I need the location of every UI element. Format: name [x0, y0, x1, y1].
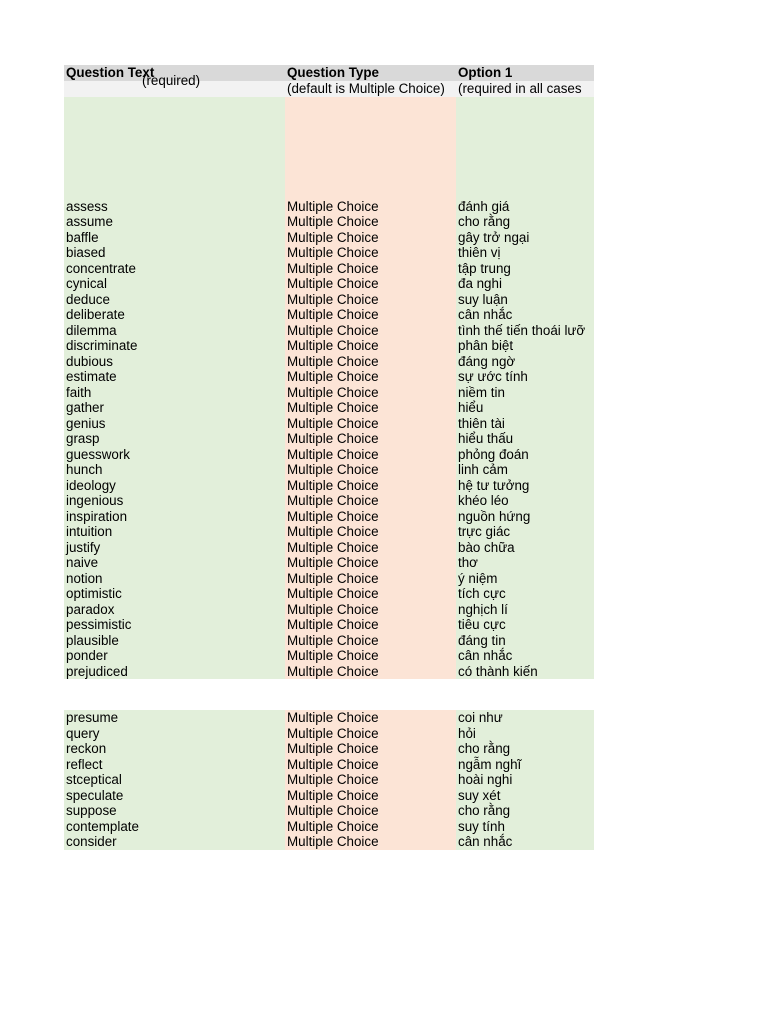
- header-question-text[interactable]: Question Text: [66, 65, 155, 80]
- table-row: [64, 323, 594, 339]
- option-1-note: (required in all cases: [458, 80, 582, 96]
- option-1-cell[interactable]: cân nhắc: [456, 834, 594, 850]
- table-row: [64, 617, 594, 633]
- table-row: [64, 214, 594, 230]
- question-text-cell[interactable]: deliberate: [64, 307, 285, 323]
- option-1-cell[interactable]: hỏi: [456, 726, 594, 742]
- table-row: [64, 648, 594, 664]
- option-1-cell[interactable]: cho rằng: [456, 803, 594, 819]
- table-row: [64, 493, 594, 509]
- question-text-cell[interactable]: dilemma: [64, 323, 285, 339]
- table-row: [64, 369, 594, 385]
- option-1-cell[interactable]: cân nhắc: [456, 307, 594, 323]
- option-1-cell[interactable]: hiểu thấu: [456, 431, 594, 447]
- question-text-cell[interactable]: assume: [64, 214, 285, 230]
- header-question-type[interactable]: Question Type: [287, 65, 380, 80]
- option-1-cell[interactable]: niềm tin: [456, 385, 594, 401]
- question-text-cell[interactable]: intuition: [64, 524, 285, 540]
- question-text-cell[interactable]: paradox: [64, 602, 285, 618]
- option-1-cell[interactable]: trực giác: [456, 524, 594, 540]
- table-row: [64, 803, 594, 819]
- question-type-cell[interactable]: Multiple Choice: [285, 385, 456, 401]
- blank-cells-block: [64, 97, 594, 199]
- option-1-cell[interactable]: đáng tin: [456, 633, 594, 649]
- table-row: [64, 710, 594, 726]
- option-1-cell[interactable]: suy xét: [456, 788, 594, 804]
- table-row: [64, 276, 594, 292]
- option-1-cell[interactable]: sự ước tính: [456, 369, 594, 385]
- table-row: [64, 540, 594, 556]
- question-type-cell[interactable]: Multiple Choice: [285, 540, 456, 556]
- option-1-cell[interactable]: linh cảm: [456, 462, 594, 478]
- option-1-cell[interactable]: cân nhắc: [456, 648, 594, 664]
- question-type-cell[interactable]: Multiple Choice: [285, 416, 456, 432]
- table-row: [64, 633, 594, 649]
- question-text-cell[interactable]: faith: [64, 385, 285, 401]
- question-type-cell[interactable]: Multiple Choice: [285, 664, 456, 680]
- question-text-note: (required): [142, 72, 201, 88]
- question-text-cell[interactable]: hunch: [64, 462, 285, 478]
- question-text-cell[interactable]: consider: [64, 834, 285, 850]
- question-text-cell[interactable]: reckon: [64, 741, 285, 757]
- question-type-cell[interactable]: Multiple Choice: [285, 400, 456, 416]
- table-row: [64, 509, 594, 525]
- question-text-cell[interactable]: gather: [64, 400, 285, 416]
- table-row: [64, 524, 594, 540]
- option-1-cell[interactable]: tích cực: [456, 586, 594, 602]
- question-type-cell[interactable]: Multiple Choice: [285, 602, 456, 618]
- table-row: [64, 772, 594, 788]
- table-row: [64, 199, 594, 215]
- option-1-cell[interactable]: nghịch lí: [456, 602, 594, 618]
- table-row: [64, 230, 594, 246]
- question-type-cell[interactable]: Multiple Choice: [285, 214, 456, 230]
- question-text-cell[interactable]: discriminate: [64, 338, 285, 354]
- question-text-cell[interactable]: inspiration: [64, 509, 285, 525]
- question-text-cell[interactable]: dubious: [64, 354, 285, 370]
- table-row: [64, 788, 594, 804]
- rows-group-2: [64, 710, 594, 850]
- table-row: [64, 602, 594, 618]
- question-text-cell[interactable]: contemplate: [64, 819, 285, 835]
- table-row: [64, 586, 594, 602]
- question-text-cell[interactable]: deduce: [64, 292, 285, 308]
- question-type-cell[interactable]: Multiple Choice: [285, 431, 456, 447]
- rows-group-1: [64, 199, 594, 680]
- question-type-cell[interactable]: Multiple Choice: [285, 648, 456, 664]
- table-row: [64, 416, 594, 432]
- option-1-cell[interactable]: đánh giá: [456, 199, 594, 215]
- option-1-cell[interactable]: ngẫm nghĩ: [456, 757, 594, 773]
- question-text-cell[interactable]: ideology: [64, 478, 285, 494]
- option-1-cell[interactable]: hệ tư tưởng: [456, 478, 594, 494]
- option-1-cell[interactable]: cho rằng: [456, 214, 594, 230]
- option-1-cell[interactable]: thiên tài: [456, 416, 594, 432]
- question-type-cell[interactable]: Multiple Choice: [285, 199, 456, 215]
- table-row: [64, 447, 594, 463]
- question-type-cell[interactable]: Multiple Choice: [285, 633, 456, 649]
- option-1-cell[interactable]: bào chữa: [456, 540, 594, 556]
- question-text-cell[interactable]: pessimistic: [64, 617, 285, 633]
- question-type-note: (default is Multiple Choice): [287, 80, 445, 96]
- option-1-cell[interactable]: phân biệt: [456, 338, 594, 354]
- question-text-cell[interactable]: guesswork: [64, 447, 285, 463]
- question-type-cell[interactable]: Multiple Choice: [285, 524, 456, 540]
- table-row: [64, 757, 594, 773]
- table-row: [64, 571, 594, 587]
- question-type-cell[interactable]: Multiple Choice: [285, 617, 456, 633]
- question-type-cell[interactable]: Multiple Choice: [285, 338, 456, 354]
- question-type-cell[interactable]: Multiple Choice: [285, 710, 456, 726]
- question-text-cell[interactable]: ponder: [64, 648, 285, 664]
- question-text-cell[interactable]: baffle: [64, 230, 285, 246]
- table-row: [64, 726, 594, 742]
- question-type-cell[interactable]: Multiple Choice: [285, 555, 456, 571]
- table-row: [64, 292, 594, 308]
- question-text-cell[interactable]: justify: [64, 540, 285, 556]
- table-row: [64, 431, 594, 447]
- question-type-cell[interactable]: Multiple Choice: [285, 834, 456, 850]
- table-row: [64, 555, 594, 571]
- question-text-cell[interactable]: cynical: [64, 276, 285, 292]
- table-row: [64, 338, 594, 354]
- question-type-cell[interactable]: Multiple Choice: [285, 261, 456, 277]
- question-type-cell[interactable]: Multiple Choice: [285, 571, 456, 587]
- option-1-cell[interactable]: gây trở ngại: [456, 230, 594, 246]
- question-text-cell[interactable]: suppose: [64, 803, 285, 819]
- option-1-cell[interactable]: ý niệm: [456, 571, 594, 587]
- blank-cell[interactable]: [64, 97, 285, 199]
- question-text-cell[interactable]: speculate: [64, 788, 285, 804]
- question-type-cell[interactable]: Multiple Choice: [285, 447, 456, 463]
- option-1-cell[interactable]: khéo léo: [456, 493, 594, 509]
- blank-cell[interactable]: [285, 97, 456, 199]
- question-text-cell[interactable]: reflect: [64, 757, 285, 773]
- question-text-cell[interactable]: estimate: [64, 369, 285, 385]
- option-1-cell[interactable]: hoài nghi: [456, 772, 594, 788]
- option-1-cell[interactable]: coi như: [456, 710, 594, 726]
- question-type-cell[interactable]: Multiple Choice: [285, 478, 456, 494]
- question-text-cell[interactable]: concentrate: [64, 261, 285, 277]
- question-type-cell[interactable]: Multiple Choice: [285, 509, 456, 525]
- option-1-cell[interactable]: đa nghi: [456, 276, 594, 292]
- option-1-cell[interactable]: phỏng đoán: [456, 447, 594, 463]
- question-type-cell[interactable]: Multiple Choice: [285, 462, 456, 478]
- question-type-cell[interactable]: Multiple Choice: [285, 772, 456, 788]
- table-row: [64, 307, 594, 323]
- option-1-cell[interactable]: có thành kiến: [456, 664, 594, 680]
- table-row: [64, 354, 594, 370]
- question-type-cell[interactable]: Multiple Choice: [285, 493, 456, 509]
- option-1-cell[interactable]: đáng ngờ: [456, 354, 594, 370]
- table-row: [64, 819, 594, 835]
- question-text-cell[interactable]: presume: [64, 710, 285, 726]
- question-text-cell[interactable]: grasp: [64, 431, 285, 447]
- question-type-cell[interactable]: Multiple Choice: [285, 354, 456, 370]
- question-text-cell[interactable]: naive: [64, 555, 285, 571]
- question-type-cell[interactable]: Multiple Choice: [285, 788, 456, 804]
- question-text-cell[interactable]: genius: [64, 416, 285, 432]
- option-1-cell[interactable]: thiên vị: [456, 245, 594, 261]
- question-text-cell[interactable]: biased: [64, 245, 285, 261]
- blank-cell[interactable]: [456, 97, 594, 199]
- option-1-cell[interactable]: suy tính: [456, 819, 594, 835]
- question-type-cell[interactable]: Multiple Choice: [285, 323, 456, 339]
- option-1-cell[interactable]: tiêu cực: [456, 617, 594, 633]
- question-text-cell[interactable]: optimistic: [64, 586, 285, 602]
- question-type-cell[interactable]: Multiple Choice: [285, 245, 456, 261]
- question-type-cell[interactable]: Multiple Choice: [285, 276, 456, 292]
- spreadsheet-table: [64, 65, 594, 850]
- table-row: [64, 245, 594, 261]
- option-1-cell[interactable]: thơ: [456, 555, 594, 571]
- option-1-cell[interactable]: hiểu: [456, 400, 594, 416]
- question-text-cell[interactable]: notion: [64, 571, 285, 587]
- question-type-cell[interactable]: Multiple Choice: [285, 586, 456, 602]
- option-1-cell[interactable]: tình thế tiến thoái lưỡ: [456, 323, 594, 339]
- table-row: [64, 664, 594, 680]
- table-row: [64, 385, 594, 401]
- question-type-cell[interactable]: Multiple Choice: [285, 757, 456, 773]
- question-type-cell[interactable]: Multiple Choice: [285, 292, 456, 308]
- question-text-cell[interactable]: ingenious: [64, 493, 285, 509]
- gap-row: [64, 679, 594, 710]
- table-row: [64, 478, 594, 494]
- header-option-1[interactable]: Option 1: [458, 65, 513, 80]
- option-1-cell[interactable]: nguồn hứng: [456, 509, 594, 525]
- question-type-cell[interactable]: Multiple Choice: [285, 230, 456, 246]
- question-type-cell[interactable]: Multiple Choice: [285, 819, 456, 835]
- option-1-cell[interactable]: suy luận: [456, 292, 594, 308]
- question-text-cell[interactable]: query: [64, 726, 285, 742]
- question-type-cell[interactable]: Multiple Choice: [285, 726, 456, 742]
- table-row: [64, 400, 594, 416]
- question-text-cell[interactable]: assess: [64, 199, 285, 215]
- question-text-cell[interactable]: prejudiced: [64, 664, 285, 680]
- question-type-cell[interactable]: Multiple Choice: [285, 307, 456, 323]
- option-1-cell[interactable]: cho rằng: [456, 741, 594, 757]
- question-type-cell[interactable]: Multiple Choice: [285, 803, 456, 819]
- table-row: [64, 462, 594, 478]
- question-type-cell[interactable]: Multiple Choice: [285, 369, 456, 385]
- question-type-cell[interactable]: Multiple Choice: [285, 741, 456, 757]
- table-row: [64, 261, 594, 277]
- table-row: [64, 834, 594, 850]
- option-1-cell[interactable]: tập trung: [456, 261, 594, 277]
- question-text-cell[interactable]: plausible: [64, 633, 285, 649]
- question-text-cell[interactable]: stceptical: [64, 772, 285, 788]
- table-row: [64, 741, 594, 757]
